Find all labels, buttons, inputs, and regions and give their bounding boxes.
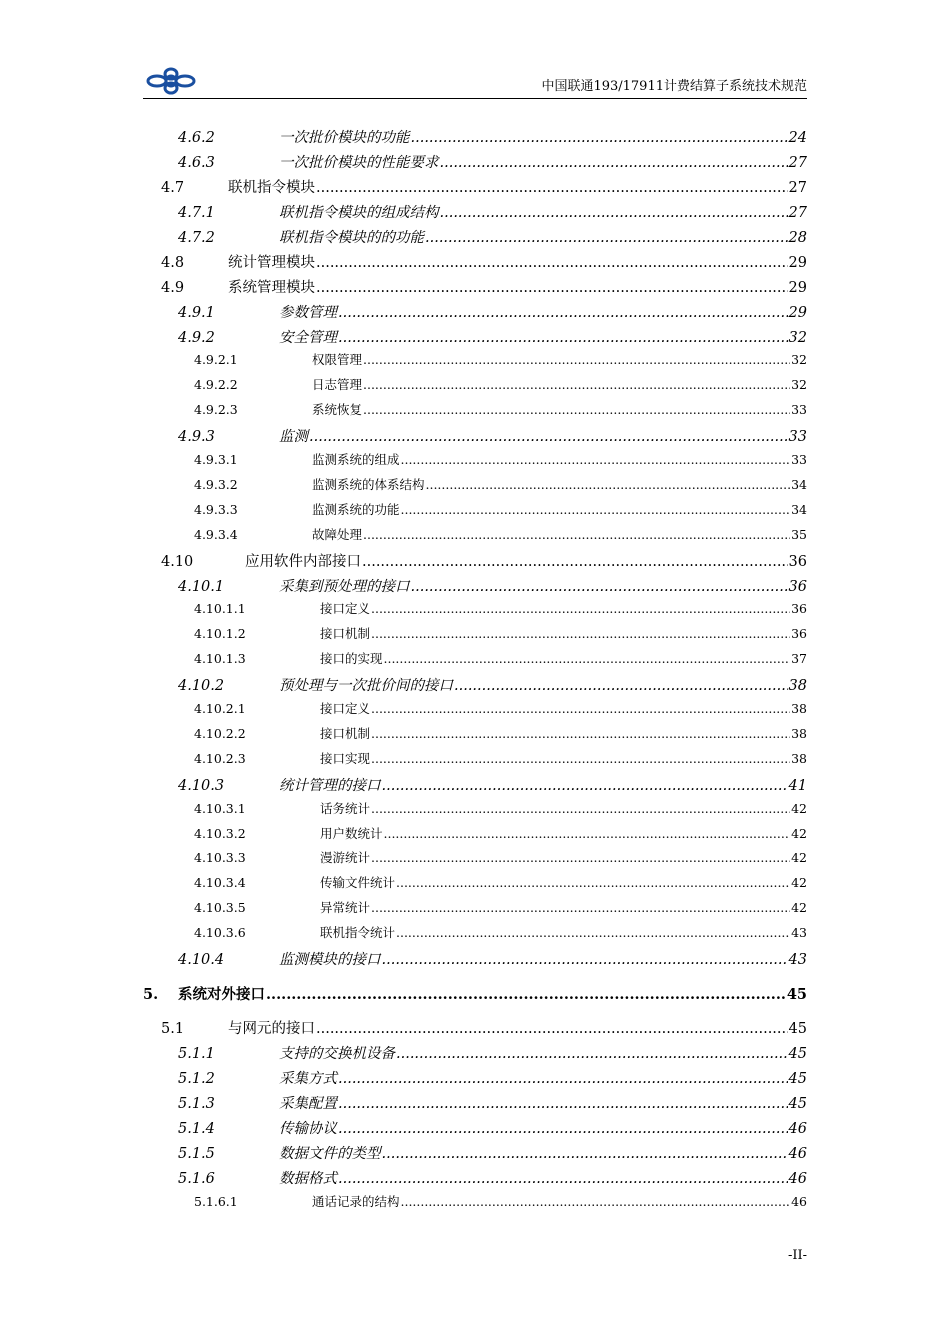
toc-entry-title: 统计管理的接口 <box>279 778 381 794</box>
toc-dot-leader <box>338 1096 788 1112</box>
china-unicom-logo-icon <box>143 66 199 96</box>
toc-entry[interactable] <box>161 251 807 272</box>
toc-entry-page: 32 <box>788 330 807 346</box>
toc-dot-leader <box>454 678 788 694</box>
toc-entry[interactable] <box>194 649 807 667</box>
toc-dot-leader <box>371 626 790 641</box>
toc-entry-number: 4.10.3.6 <box>194 925 246 940</box>
toc-entry[interactable] <box>194 923 807 941</box>
toc-entry-title: 监测 <box>279 429 308 445</box>
toc-dot-leader <box>371 801 790 816</box>
toc-entry-number: 4.9.3 <box>178 429 215 445</box>
toc-entry-page: 27 <box>788 155 807 171</box>
toc-entry-page: 38 <box>791 751 807 766</box>
toc-entry-page: 42 <box>791 900 807 915</box>
toc-entry[interactable] <box>178 425 807 446</box>
toc-entry-number: 5.1.2 <box>178 1071 215 1087</box>
toc-entry-title: 话务统计 <box>320 801 371 816</box>
toc-dot-leader <box>384 826 791 841</box>
toc-entry-title: 采集方式 <box>279 1071 337 1087</box>
toc-entry[interactable] <box>178 1167 807 1188</box>
toc-entry-title: 统计管理模块 <box>228 255 315 271</box>
toc-entry-number: 4.9.2.2 <box>194 377 238 392</box>
toc-entry[interactable] <box>194 525 807 543</box>
toc-dot-leader <box>309 429 788 445</box>
toc-entry[interactable] <box>194 624 807 642</box>
toc-dot-leader <box>371 726 790 741</box>
toc-entry-title: 权限管理 <box>312 352 363 367</box>
toc-entry[interactable] <box>178 1067 807 1088</box>
toc-entry-title: 数据格式 <box>279 1171 337 1187</box>
toc-entry-title: 监测系统的功能 <box>312 502 400 517</box>
toc-entry-page: 29 <box>788 305 807 321</box>
toc-entry-page: 28 <box>788 230 807 246</box>
toc-dot-leader <box>371 751 790 766</box>
toc-entry-number: 4.10.2.2 <box>194 726 246 741</box>
toc-dot-leader <box>363 377 790 392</box>
toc-dot-leader <box>371 601 790 616</box>
toc-entry-page: 41 <box>788 778 807 794</box>
toc-entry-number: 5.1.1 <box>178 1046 215 1062</box>
toc-entry-page: 36 <box>791 626 807 641</box>
toc-entry-title: 系统对外接口 <box>178 986 265 1003</box>
toc-entry[interactable] <box>194 724 807 742</box>
toc-entry-page: 36 <box>788 554 807 570</box>
toc-entry-title: 支持的交换机设备 <box>279 1046 395 1062</box>
toc-entry-title: 接口实现 <box>320 751 371 766</box>
toc-entry[interactable] <box>178 1142 807 1163</box>
toc-dot-leader <box>338 1121 788 1137</box>
toc-entry[interactable] <box>194 824 807 842</box>
toc-entry-title: 采集到预处理的接口 <box>279 579 410 595</box>
toc-entry-title: 参数管理 <box>279 305 337 321</box>
toc-entry[interactable] <box>178 674 807 695</box>
toc-entry[interactable] <box>178 1092 807 1113</box>
toc-entry[interactable] <box>161 1017 807 1038</box>
toc-entry[interactable] <box>194 450 807 468</box>
toc-entry-title: 联机指令模块 <box>228 180 315 196</box>
toc-dot-leader <box>338 330 788 346</box>
toc-entry-number: 4.10.1 <box>178 579 225 595</box>
toc-entry-page: 45 <box>788 1046 807 1062</box>
toc-entry-number: 4.7.2 <box>178 230 215 246</box>
toc-entry-page: 32 <box>791 377 807 392</box>
toc-dot-leader <box>338 305 788 321</box>
toc-entry[interactable] <box>178 151 807 172</box>
toc-entry-title: 通话记录的结构 <box>312 1194 400 1209</box>
toc-entry[interactable] <box>194 375 807 393</box>
toc-entry-number: 4.10.1.3 <box>194 651 246 666</box>
toc-entry[interactable] <box>178 948 807 969</box>
toc-entry[interactable] <box>178 201 807 222</box>
toc-entry-title: 系统管理模块 <box>228 280 315 296</box>
toc-entry-number: 4.6.2 <box>178 130 215 146</box>
toc-entry-number: 4.10.2.1 <box>194 701 246 716</box>
toc-entry-page: 29 <box>788 255 807 271</box>
toc-entry-title: 一次批价模块的性能要求 <box>279 155 439 171</box>
toc-dot-leader <box>401 452 791 467</box>
toc-dot-leader <box>440 205 788 221</box>
toc-dot-leader <box>371 900 790 915</box>
toc-entry-number: 4.9.3.2 <box>194 477 238 492</box>
toc-entry-title: 传输文件统计 <box>320 875 396 890</box>
toc-entry[interactable] <box>161 276 807 297</box>
toc-entry-title: 应用软件内部接口 <box>245 554 361 570</box>
toc-entry-page: 42 <box>791 801 807 816</box>
toc-entry[interactable] <box>194 898 807 916</box>
toc-entry-title: 日志管理 <box>312 377 363 392</box>
toc-entry-number: 4.10.1.2 <box>194 626 246 641</box>
toc-entry-number: 4.10 <box>161 554 194 570</box>
toc-entry-number: 5.1.6 <box>178 1171 215 1187</box>
toc-dot-leader <box>371 701 790 716</box>
toc-dot-leader <box>384 651 791 666</box>
toc-dot-leader <box>440 155 788 171</box>
toc-entry-number: 4.10.1.1 <box>194 601 246 616</box>
toc-entry[interactable] <box>194 475 807 493</box>
page-header <box>143 64 807 99</box>
toc-entry-title: 安全管理 <box>279 330 337 346</box>
toc-dot-leader <box>371 850 790 865</box>
toc-entry[interactable] <box>194 699 807 717</box>
toc-dot-leader <box>338 1171 788 1187</box>
toc-entry-number: 4.9.3.4 <box>194 527 238 542</box>
toc-entry-number: 4.8 <box>161 255 185 271</box>
toc-entry-page: 42 <box>791 850 807 865</box>
toc-entry-title: 监测系统的组成 <box>312 452 400 467</box>
toc-dot-leader <box>316 280 788 296</box>
toc-entry-page: 33 <box>788 429 807 445</box>
toc-entry-title: 监测系统的体系结构 <box>312 477 425 492</box>
toc-entry[interactable] <box>194 749 807 767</box>
toc-entry[interactable] <box>194 873 807 891</box>
toc-entry[interactable] <box>194 799 807 817</box>
toc-entry-page: 35 <box>791 527 807 542</box>
toc-entry-page: 33 <box>791 452 807 467</box>
toc-entry-page: 46 <box>791 1194 807 1209</box>
toc-entry-title: 监测模块的接口 <box>279 952 381 968</box>
toc-entry-page: 27 <box>788 205 807 221</box>
toc-entry[interactable] <box>178 326 807 347</box>
toc-entry[interactable] <box>194 599 807 617</box>
toc-entry[interactable] <box>178 126 807 147</box>
toc-entry-number: 4.10.3 <box>178 778 225 794</box>
toc-entry-number: 4.7.1 <box>178 205 215 221</box>
toc-entry-page: 36 <box>791 601 807 616</box>
toc-entry-number: 5.1.4 <box>178 1121 215 1137</box>
toc-entry[interactable] <box>143 983 807 1004</box>
toc-entry[interactable] <box>161 550 807 571</box>
toc-entry-page: 45 <box>786 986 807 1003</box>
toc-entry-title: 接口机制 <box>320 626 371 641</box>
toc-entry-title: 联机指令统计 <box>320 925 396 940</box>
toc-entry-number: 4.10.3.2 <box>194 826 246 841</box>
toc-entry[interactable] <box>194 848 807 866</box>
toc-entry-number: 4.7 <box>161 180 185 196</box>
toc-entry[interactable] <box>178 575 807 596</box>
toc-entry-title: 一次批价模块的功能 <box>279 130 410 146</box>
toc-entry-number: 4.10.3.3 <box>194 850 246 865</box>
toc-entry-page: 34 <box>791 477 807 492</box>
toc-dot-leader <box>266 986 786 1003</box>
toc-entry[interactable] <box>194 1192 807 1210</box>
toc-entry-number: 4.10.3.4 <box>194 875 246 890</box>
toc-entry-page: 45 <box>788 1071 807 1087</box>
toc-entry-title: 漫游统计 <box>320 850 371 865</box>
toc-entry-page: 46 <box>788 1171 807 1187</box>
toc-entry-title: 联机指令模块的组成结构 <box>279 205 439 221</box>
toc-entry-title: 异常统计 <box>320 900 371 915</box>
toc-entry-title: 接口定义 <box>320 601 371 616</box>
toc-dot-leader <box>316 1021 788 1037</box>
toc-entry-page: 33 <box>791 402 807 417</box>
toc-entry[interactable] <box>178 1042 807 1063</box>
toc-entry-number: 4.6.3 <box>178 155 215 171</box>
toc-entry-page: 38 <box>791 726 807 741</box>
toc-entry-page: 42 <box>791 826 807 841</box>
toc-dot-leader <box>396 925 790 940</box>
toc-entry-title: 数据文件的类型 <box>279 1146 381 1162</box>
toc-entry-page: 46 <box>788 1121 807 1137</box>
toc-entry-title: 故障处理 <box>312 527 363 542</box>
toc-entry-number: 4.9.3.3 <box>194 502 238 517</box>
toc-entry[interactable] <box>194 350 807 368</box>
toc-dot-leader <box>316 255 788 271</box>
toc-entry[interactable] <box>194 400 807 418</box>
toc-entry-page: 36 <box>788 579 807 595</box>
toc-entry-page: 46 <box>788 1146 807 1162</box>
toc-entry-number: 4.9.1 <box>178 305 215 321</box>
toc-entry-page: 37 <box>791 651 807 666</box>
toc-dot-leader <box>401 502 791 517</box>
toc-dot-leader <box>363 402 790 417</box>
toc-entry-title: 联机指令模块的的功能 <box>279 230 424 246</box>
toc-entry[interactable] <box>161 176 807 197</box>
toc-dot-leader <box>426 477 791 492</box>
toc-entry-title: 预处理与一次批价间的接口 <box>279 678 453 694</box>
toc-entry-number: 5.1.3 <box>178 1096 215 1112</box>
toc-entry-title: 接口定义 <box>320 701 371 716</box>
toc-entry-number: 4.10.3.1 <box>194 801 246 816</box>
toc-entry-page: 43 <box>791 925 807 940</box>
toc-entry-number: 5.1 <box>161 1021 185 1037</box>
toc-entry-number: 4.9.2 <box>178 330 215 346</box>
toc-entry-page: 38 <box>791 701 807 716</box>
toc-entry-page: 29 <box>788 280 807 296</box>
toc-dot-leader <box>316 180 788 196</box>
toc-entry-title: 与网元的接口 <box>228 1021 315 1037</box>
toc-entry-title: 用户数统计 <box>320 826 383 841</box>
toc-entry-page: 38 <box>788 678 807 694</box>
toc-entry[interactable] <box>178 774 807 795</box>
toc-entry-title: 接口的实现 <box>320 651 383 666</box>
toc-dot-leader <box>425 230 788 246</box>
toc-entry-page: 45 <box>788 1021 807 1037</box>
toc-entry[interactable] <box>178 226 807 247</box>
toc-entry-number: 4.9.2.3 <box>194 402 238 417</box>
toc-entry-title: 传输协议 <box>279 1121 337 1137</box>
toc-dot-leader <box>401 1194 791 1209</box>
toc-entry-number: 5.1.5 <box>178 1146 215 1162</box>
toc-entry[interactable] <box>194 500 807 518</box>
toc-entry-page: 45 <box>788 1096 807 1112</box>
page-number: -II- <box>787 1248 807 1263</box>
toc-entry-page: 42 <box>791 875 807 890</box>
toc-entry[interactable] <box>178 1117 807 1138</box>
toc-dot-leader <box>396 1046 788 1062</box>
toc-entry-title: 系统恢复 <box>312 402 363 417</box>
toc-entry-number: 4.10.4 <box>178 952 225 968</box>
document-title: 中国联通193/17911计费结算子系统技术规范 <box>541 79 807 94</box>
toc-dot-leader <box>396 875 790 890</box>
toc-entry-number: 4.9.3.1 <box>194 452 238 467</box>
toc-entry-page: 24 <box>788 130 807 146</box>
toc-dot-leader <box>411 130 788 146</box>
toc-dot-leader <box>382 1146 788 1162</box>
toc-entry-page: 43 <box>788 952 807 968</box>
toc-entry[interactable] <box>178 301 807 322</box>
toc-dot-leader <box>363 527 790 542</box>
toc-entry-number: 4.9 <box>161 280 185 296</box>
toc-entry-page: 32 <box>791 352 807 367</box>
toc-entry-title: 接口机制 <box>320 726 371 741</box>
toc-dot-leader <box>382 952 788 968</box>
toc-entry-page: 27 <box>788 180 807 196</box>
toc-entry-number: 4.10.2 <box>178 678 225 694</box>
toc-dot-leader <box>363 352 790 367</box>
toc-entry-page: 34 <box>791 502 807 517</box>
toc-entry-number: 4.10.2.3 <box>194 751 246 766</box>
toc-entry-number: 5.1.6.1 <box>194 1194 238 1209</box>
toc-dot-leader <box>411 579 788 595</box>
toc-entry-number: 5. <box>143 986 159 1003</box>
toc-entry-number: 4.9.2.1 <box>194 352 238 367</box>
toc-entry-number: 4.10.3.5 <box>194 900 246 915</box>
toc-dot-leader <box>362 554 788 570</box>
toc-dot-leader <box>338 1071 788 1087</box>
toc-entry-title: 采集配置 <box>279 1096 337 1112</box>
toc-dot-leader <box>382 778 788 794</box>
